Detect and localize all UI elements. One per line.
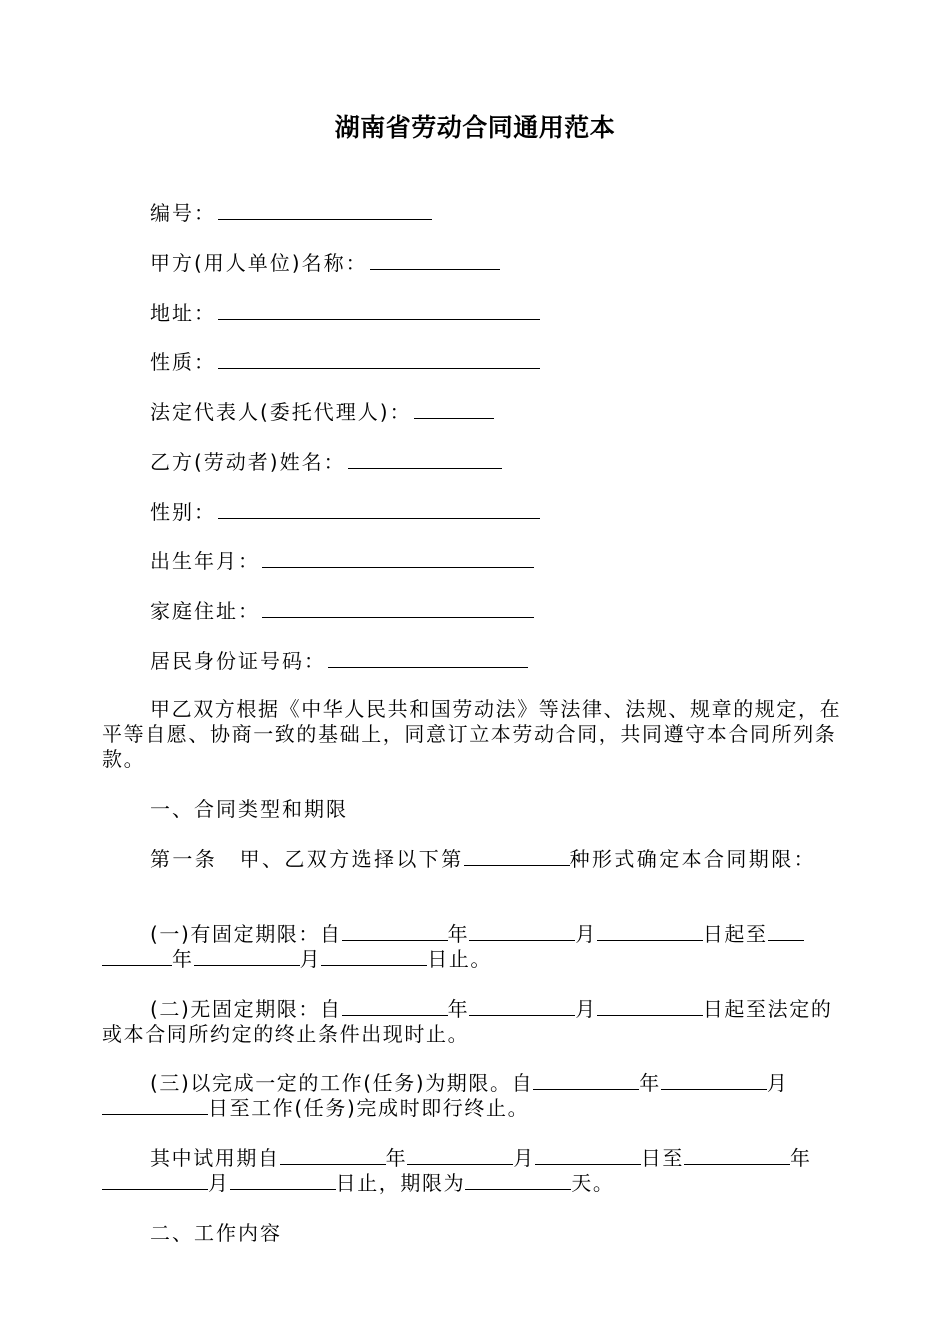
field-birth-date: 出生年月： — [150, 548, 534, 574]
field-employee-name: 乙方(劳动者)姓名： — [150, 449, 502, 475]
field-employer-name: 甲方(用人单位)名称： — [150, 250, 500, 276]
blank-line[interactable] — [230, 1171, 336, 1190]
field-address: 地址： — [150, 300, 540, 326]
blank-line[interactable] — [102, 1096, 208, 1115]
blank-line[interactable] — [535, 1146, 641, 1165]
blank-line[interactable] — [597, 997, 703, 1016]
blank-line[interactable] — [342, 997, 448, 1016]
blank-line[interactable] — [684, 1146, 790, 1165]
section-heading-contract-type: 一、合同类型和期限 — [150, 797, 348, 821]
blank-line[interactable] — [218, 350, 540, 369]
field-nature: 性质： — [150, 349, 540, 375]
blank-line[interactable] — [328, 649, 528, 668]
option-fixed-term: (一)有固定期限：自 年 月 日起至年 月 日止。 — [102, 922, 854, 972]
document-title: 湖南省劳动合同通用范本 — [334, 113, 616, 142]
blank-line[interactable] — [321, 947, 427, 966]
blank-line[interactable] — [102, 1171, 208, 1190]
blank-line[interactable] — [342, 922, 448, 941]
option-task-term: (三)以完成一定的工作(任务)为期限。自 年 月日至工作(任务)完成时即行终止。 — [102, 1071, 854, 1121]
blank-line[interactable] — [280, 1146, 386, 1165]
blank-line[interactable] — [194, 947, 300, 966]
blank-line[interactable] — [469, 922, 575, 941]
field-legal-representative: 法定代表人(委托代理人)： — [150, 399, 494, 425]
blank-line[interactable] — [102, 947, 172, 966]
blank-line[interactable] — [661, 1071, 767, 1090]
blank-line[interactable] — [597, 922, 703, 941]
blank-line[interactable] — [218, 301, 540, 320]
probation-paragraph: 其中试用期自 年 月 日至 年月 日止，期限为 天。 — [102, 1146, 854, 1196]
blank-line[interactable] — [370, 251, 500, 270]
blank-line[interactable] — [465, 1171, 571, 1190]
blank-line[interactable] — [262, 599, 534, 618]
blank-line[interactable] — [464, 847, 570, 866]
blank-line[interactable] — [218, 201, 432, 220]
field-home-address: 家庭住址： — [150, 598, 534, 624]
blank-line[interactable] — [469, 997, 575, 1016]
blank-line[interactable] — [533, 1071, 639, 1090]
blank-line[interactable] — [414, 400, 494, 419]
article-one: 第一条 甲、乙双方选择以下第 种形式确定本合同期限： — [150, 847, 817, 871]
option-open-term: (二)无固定期限：自 年 月 日起至法定的或本合同所约定的终止条件出现时止。 — [102, 997, 833, 1046]
blank-line[interactable] — [218, 500, 540, 519]
field-gender: 性别： — [150, 499, 540, 525]
blank-line[interactable] — [348, 450, 502, 469]
blank-line[interactable] — [407, 1146, 513, 1165]
blank-line[interactable] — [768, 922, 804, 941]
intro-paragraph: 甲乙双方根据《中华人民共和国劳动法》等法律、法规、规章的规定，在平等自愿、协商一致的基础上，同意订立本劳动合同，共同遵守本合同所列条款。 — [102, 697, 842, 771]
field-id-number: 居民身份证号码： — [150, 648, 528, 674]
section-heading-work-content: 二、工作内容 — [150, 1221, 282, 1245]
blank-line[interactable] — [262, 549, 534, 568]
field-number: 编号： — [150, 200, 432, 226]
